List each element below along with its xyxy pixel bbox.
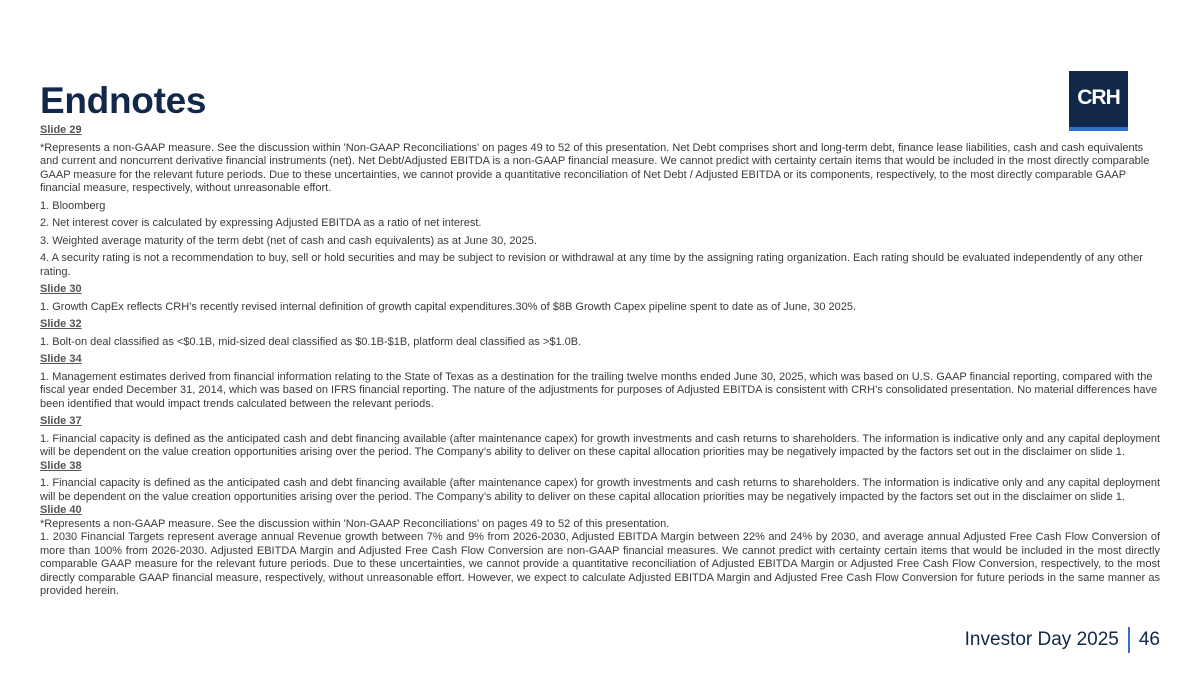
endnote-section-slide-32 bbox=[40, 318, 1160, 349]
endnote-section-slide-38 bbox=[40, 460, 1160, 505]
endnote-paragraph: 1. Management estimates derived from financial information relating to the State of Texas as a destination for the trailing twelve months ended June 30, 2025, which was based on U.S. GAAP financial reporting, compared with the fiscal year ended December 31, 2014, which was based on IFRS financial reporting. The nature of the adjustments for purposes of Adjusted EBITDA is consistent with CRH’s consolidated presentation. No material differences have been identified that would impact trends calculated between the relevant periods. bbox=[40, 370, 1158, 410]
endnote-paragraph: 4. A security rating is not a recommendation to buy, sell or hold securities and may be subject to revision or withdrawal at any time by the assigning rating organization. Each rating should be evaluated independently of any other rating. bbox=[40, 252, 1143, 278]
endnotes-content bbox=[40, 124, 1160, 603]
page-title: Endnotes bbox=[40, 80, 207, 121]
endnote-section-slide-30 bbox=[40, 283, 1160, 314]
endnote-section-slide-34 bbox=[40, 353, 1160, 411]
endnote-paragraph: 1. Bloomberg bbox=[40, 199, 106, 212]
section-heading: Slide 38 bbox=[40, 459, 82, 472]
endnote-section-slide-40 bbox=[40, 504, 1160, 599]
endnote-paragraph: *Represents a non-GAAP measure. See the discussion within 'Non-GAAP Reconciliations' on pages 49 to 52 of this presentation. bbox=[40, 517, 670, 530]
logo-text: CRH bbox=[1077, 86, 1120, 109]
endnote-paragraph: 1. Financial capacity is defined as the anticipated cash and debt financing available (after maintenance capex) for growth investments and cash returns to shareholders. The information is indicative only and any capital deployment will be dependent on the value creation opportunities arising over the period. The Company’s ability to deliver on these capital allocation priorities may be negatively impacted by the factors set out in the disclaimer on slide 1. bbox=[40, 477, 1160, 503]
section-heading: Slide 34 bbox=[40, 353, 82, 365]
endnote-paragraph: *Represents a non-GAAP measure. See the discussion within 'Non-GAAP Reconciliations' on pages 49 to 52 of this presentation. Net Debt comprises short and long-term debt, finance lease liabilities, cash and cash equivalents and current and noncurrent derivative financial instruments (net). Net Debt/Adjusted EBITDA is a non-GAAP financial measure. We cannot predict with certainty certain items that would be included in the most directly comparable GAAP measure for the relevant future periods. Due to these uncertainties, we cannot provide a quantitative reconciliation of Net Debt / Adjusted EBITDA or its components, respectively, to the most directly comparable GAAP financial measure, respectively, without unreasonable effort. bbox=[40, 141, 1150, 194]
endnote-paragraph: 1. 2030 Financial Targets represent average annual Revenue growth between 7% and 9% from 2026-2030, Adjusted EBITDA Margin between 22% and 24% by 2030, and average annual Adjusted Free Cash Flow Conversion of more than 100% from 2026-2030. Adjusted EBITDA Margin and Adjusted Free Cash Flow Conversion are non-GAAP financial measures. We cannot predict with certainty certain items that would be included in the most directly comparable GAAP measure for the relevant future periods. Due to these uncertainties, we cannot provide a quantitative reconciliation of Adjusted EBITDA Margin or Adjusted Free Cash Flow Conversion, respectively, to the most directly comparable GAAP financial measure, respectively, without unreasonable effort. However, we expect to calculate Adjusted EBITDA Margin and Adjusted Free Cash Flow Conversion for future periods in the same manner as provided herein. bbox=[40, 531, 1160, 597]
endnote-paragraph: 1. Growth CapEx reflects CRH’s recently revised internal definition of growth capital expenditures.30% of $8B Growth Capex pipeline spent to date as of June, 30 2025. bbox=[40, 300, 857, 313]
footer-divider bbox=[1128, 627, 1130, 653]
section-heading: Slide 29 bbox=[40, 124, 82, 136]
page-number: 46 bbox=[1138, 629, 1160, 650]
section-heading: Slide 40 bbox=[40, 504, 82, 516]
endnote-section-slide-29 bbox=[40, 124, 1160, 279]
footer-event-label: Investor Day 2025 bbox=[964, 629, 1119, 650]
endnote-paragraph: 3. Weighted average maturity of the term debt (net of cash and cash equivalents) as at June 30, 2025. bbox=[40, 234, 537, 247]
footer bbox=[965, 626, 1160, 654]
endnote-section-slide-37 bbox=[40, 415, 1160, 460]
section-heading: Slide 32 bbox=[40, 318, 82, 330]
endnote-paragraph: 2. Net interest cover is calculated by expressing Adjusted EBITDA as a ratio of net interest. bbox=[40, 217, 482, 229]
section-heading: Slide 30 bbox=[40, 283, 82, 295]
endnote-paragraph: 1. Bolt-on deal classified as <$0.1B, mid-sized deal classified as $0.1B-$1B, platform deal classified as >$1.0B. bbox=[40, 335, 582, 348]
section-heading: Slide 37 bbox=[40, 415, 82, 427]
crh-logo bbox=[1069, 71, 1128, 131]
endnote-paragraph: 1. Financial capacity is defined as the anticipated cash and debt financing available (after maintenance capex) for growth investments and cash returns to shareholders. The information is indicative only and any capital deployment will be dependent on the value creation opportunities arising over the period. The Company’s ability to deliver on these capital allocation priorities may be negatively impacted by the factors set out in the disclaimer on slide 1. bbox=[40, 432, 1160, 458]
